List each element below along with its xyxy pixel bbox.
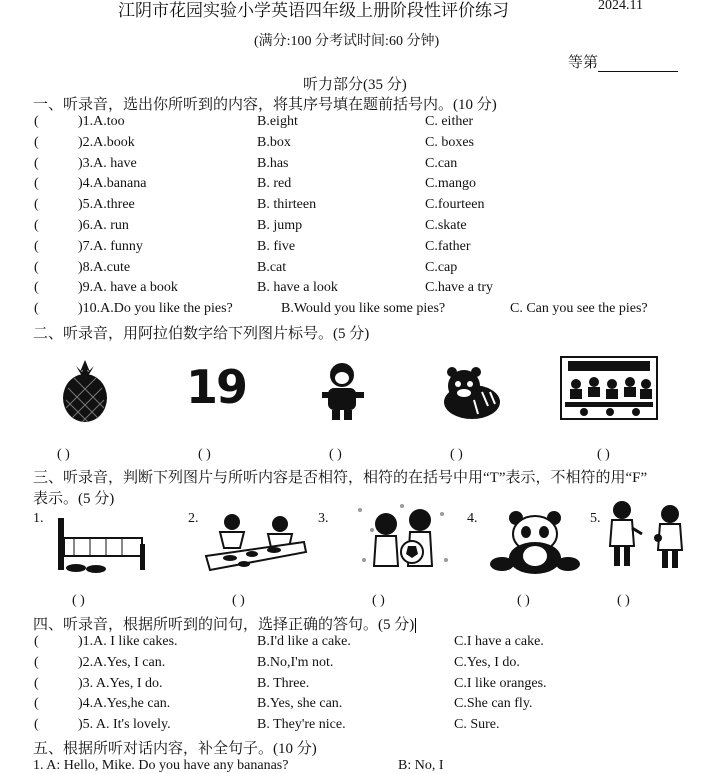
- tf-bracket-4[interactable]: ( ): [517, 593, 530, 608]
- option-c: C.father: [425, 238, 471, 254]
- boy-picture: [318, 360, 368, 422]
- question-row: [0, 197, 718, 218]
- answer-paren[interactable]: (: [34, 696, 39, 712]
- panda-picture: [488, 508, 584, 578]
- option-a: )5.A.three: [78, 197, 135, 213]
- picture-number-4: 4.: [467, 511, 478, 526]
- answer-paren[interactable]: (: [34, 114, 39, 129]
- option-c: C. either: [425, 114, 474, 129]
- question-row: [0, 655, 718, 676]
- answer-bracket-2[interactable]: ( ): [198, 447, 211, 462]
- section5-heading: 五、根据所听对话内容，补全句子。(10 分): [33, 741, 317, 757]
- section5-line1-b: B: No, I: [398, 758, 444, 773]
- answer-paren[interactable]: (: [34, 197, 39, 213]
- option-b: B.Would you like some pies?: [281, 301, 446, 316]
- exam-title: 江阴市花园实验小学英语四年级上册阶段性评价练习: [118, 1, 509, 20]
- grade-field[interactable]: [568, 51, 678, 72]
- answer-paren[interactable]: (: [34, 218, 39, 233]
- answer-bracket-5[interactable]: ( ): [597, 447, 610, 462]
- option-a: )2.A.book: [78, 134, 135, 150]
- option-b: B. have a look: [257, 280, 338, 296]
- children-table-picture: [200, 512, 310, 580]
- option-c: C.mango: [425, 176, 476, 192]
- option-b: B.eight: [257, 114, 298, 129]
- section5-line1-a: 1. A: Hello, Mike. Do you have any bananas?: [33, 758, 289, 773]
- section1-item10: [0, 301, 718, 322]
- question-row: [0, 676, 718, 697]
- answer-bracket-1[interactable]: ( ): [57, 447, 70, 462]
- question-row: [0, 176, 718, 197]
- answer-paren[interactable]: (: [34, 176, 39, 192]
- answer-paren[interactable]: (: [34, 134, 39, 150]
- section1-heading: 一、听录音，选出你所听到的内容，将其序号填在题前括号内。(10 分): [33, 97, 497, 113]
- option-a: )4.A.Yes,he can.: [78, 696, 171, 712]
- question-row: [0, 717, 718, 738]
- option-c: C.can: [425, 155, 458, 171]
- option-a: )1.A.too: [78, 114, 125, 129]
- tf-bracket-1[interactable]: ( ): [72, 593, 85, 608]
- pineapple-picture: [58, 358, 112, 424]
- option-c: C.She can fly.: [454, 696, 533, 712]
- question-row: [0, 156, 718, 177]
- bed-picture: [54, 514, 150, 578]
- question-row: [0, 260, 718, 281]
- option-c: C.I like oranges.: [454, 675, 547, 691]
- option-c: C. boxes: [425, 134, 474, 150]
- question-row: [0, 696, 718, 717]
- option-b: B.No,I'm not.: [257, 654, 334, 670]
- boy-girl-ball-picture: [352, 500, 452, 580]
- listening-part-title: 听力部分(35 分): [303, 77, 407, 93]
- option-a: )3.A. have: [78, 155, 137, 171]
- grade-label: 等第: [568, 55, 599, 71]
- text-cursor: [415, 618, 416, 633]
- option-c: C.cap: [425, 259, 458, 275]
- answer-bracket-3[interactable]: ( ): [329, 447, 342, 462]
- tf-bracket-2[interactable]: ( ): [232, 593, 245, 608]
- option-a: )1.A. I like cakes.: [78, 634, 178, 649]
- two-children-picture: [606, 498, 690, 572]
- answer-paren[interactable]: (: [34, 238, 39, 254]
- answer-paren[interactable]: (: [34, 717, 39, 733]
- picture-number-3: 3.: [318, 511, 329, 526]
- option-a: )5. A. It's lovely.: [78, 717, 171, 733]
- answer-paren[interactable]: (: [34, 654, 39, 670]
- exam-subtitle: (满分:100 分考试时间:60 分钟): [254, 34, 440, 49]
- answer-paren[interactable]: (: [34, 259, 39, 275]
- option-b: B.Yes, she can.: [257, 696, 343, 712]
- option-c: C.have a try: [425, 280, 494, 296]
- section4-heading: 四、听录音，根据所听到的问句，选择正确的答句。(5 分): [33, 617, 415, 633]
- picture-number-5: 5.: [590, 511, 601, 526]
- option-b: B.I'd like a cake.: [257, 634, 351, 649]
- answer-paren[interactable]: (: [34, 301, 39, 316]
- question-row: [0, 135, 718, 156]
- question-row: [0, 239, 718, 260]
- section3-heading-line1: 三、听录音，判断下列图片与所听内容是否相符，相符的在括号中用“T”表示，不相符的用“F”: [33, 470, 648, 486]
- picture-number-1: 1.: [33, 511, 44, 526]
- question-row: [0, 218, 718, 239]
- option-b: B.cat: [257, 259, 287, 275]
- option-a: )7.A. funny: [78, 238, 143, 254]
- option-a: )10.A.Do you like the pies?: [78, 301, 233, 316]
- option-a: )2.A.Yes, I can.: [78, 654, 166, 670]
- answer-bracket-4[interactable]: ( ): [450, 447, 463, 462]
- tiger-picture: [438, 366, 504, 420]
- picture-number-2: 2.: [188, 511, 199, 526]
- question-row: [0, 634, 718, 655]
- option-b: B. thirteen: [257, 197, 317, 213]
- option-b: B. They're nice.: [257, 717, 346, 733]
- option-b: B. red: [257, 176, 292, 192]
- option-c: C.I have a cake.: [454, 634, 544, 649]
- answer-paren[interactable]: (: [34, 675, 39, 691]
- option-a: )8.A.cute: [78, 259, 131, 275]
- option-b: B. five: [257, 238, 296, 254]
- answer-paren[interactable]: (: [34, 634, 39, 649]
- tf-bracket-5[interactable]: ( ): [617, 593, 630, 608]
- grade-blank[interactable]: [598, 57, 678, 72]
- classroom-picture: [560, 356, 658, 420]
- option-b: B. Three.: [257, 675, 310, 691]
- option-c: C. Sure.: [454, 717, 500, 733]
- option-c: C.Yes, I do.: [454, 654, 520, 670]
- option-c: C.skate: [425, 218, 467, 233]
- answer-paren[interactable]: (: [34, 280, 39, 296]
- option-c: C.fourteen: [425, 197, 485, 213]
- answer-paren[interactable]: (: [34, 155, 39, 171]
- exam-date: 2024.11: [598, 0, 643, 13]
- tf-bracket-3[interactable]: ( ): [372, 593, 385, 608]
- option-a: )6.A. run: [78, 218, 129, 233]
- option-c: C. Can you see the pies?: [510, 301, 648, 316]
- option-b: B.box: [257, 134, 291, 150]
- section2-heading: 二、听录音，用阿拉伯数字给下列图片标号。(5 分): [33, 326, 370, 342]
- option-a: )3. A.Yes, I do.: [78, 675, 163, 691]
- option-a: )4.A.banana: [78, 176, 147, 192]
- option-b: B. jump: [257, 218, 303, 233]
- section3-heading-line2: 表示。(5 分): [33, 491, 115, 507]
- option-a: )9.A. have a book: [78, 280, 178, 296]
- question-row: [0, 280, 718, 301]
- question-row: [0, 114, 718, 135]
- option-b: B.has: [257, 155, 289, 171]
- number-nineteen-picture: 19: [186, 360, 247, 414]
